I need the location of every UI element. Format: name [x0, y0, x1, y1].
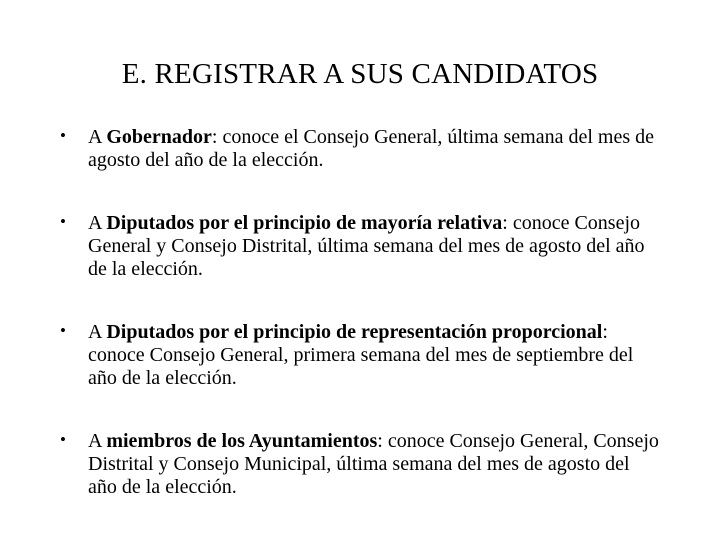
- bullet-icon: •: [60, 212, 66, 231]
- bullet-list: [60, 126, 660, 499]
- bullet-icon: •: [60, 321, 66, 340]
- bullet-icon: •: [60, 430, 66, 449]
- bullet-prefix: A: [88, 430, 107, 452]
- bullet-text: : conoce Consejo General, primera semana del mes de septiembre del año de la elección.: [88, 321, 634, 389]
- bullet-bold-term: Diputados por el principio de representación proporcional: [106, 321, 603, 343]
- bullet-item-diputados-mayoria: [60, 212, 660, 281]
- bullet-text: : conoce el Consejo General, última semana del mes de agosto del año de la elección.: [88, 126, 654, 171]
- bullet-item-diputados-representacion: [60, 321, 660, 390]
- bullet-text: : conoce Consejo General y Consejo Distrital, última semana del mes de agosto del año de la elección.: [88, 212, 645, 280]
- bullet-icon: •: [60, 126, 66, 145]
- slide-title: E. REGISTRAR A SUS CANDIDATOS: [121, 58, 599, 90]
- bullet-prefix: A: [88, 212, 107, 234]
- bullet-bold-term: Diputados por el principio de mayoría relativa: [106, 212, 503, 234]
- bullet-text: : conoce Consejo General, Consejo Distrital y Consejo Municipal, última semana del mes de agosto del año de la elección.: [88, 430, 659, 498]
- bullet-bold-term: miembros de los Ayuntamientos: [106, 430, 378, 452]
- bullet-prefix: A: [88, 321, 107, 343]
- bullet-item-gobernador: [60, 126, 660, 172]
- bullet-bold-term: Gobernador: [106, 126, 212, 148]
- bullet-item-ayuntamientos: [60, 430, 660, 499]
- bullet-prefix: A: [88, 126, 107, 148]
